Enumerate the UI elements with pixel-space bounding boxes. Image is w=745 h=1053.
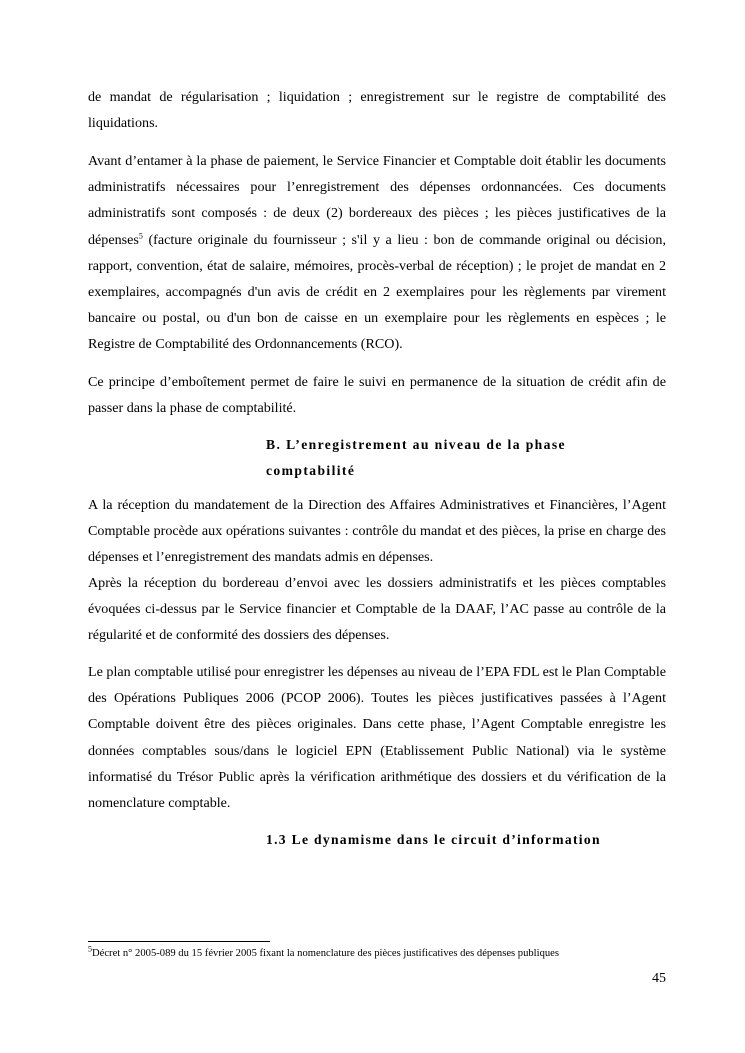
paragraph-text: (facture originale du fournisseur ; s'il y a lieu : bon de commande original ou décision, rapport, convention, état de salaire, mémoires, procès-verbal de réception) ; le projet de mandat en 2 exemplaires, accompagnés d'un avis de crédit en 2 exemplaires pour les règlements par virement bancaire ou postal, ou d'un bon de caisse en un exemplaire pour les règlements en espèces ; le Registre de Comptabilité des Ordonnancements (RCO). (88, 231, 666, 353)
paragraph-phase-paiement (88, 148, 666, 358)
paragraph-text: Avant d’entamer à la phase de paiement, le Service Financier et Comptable doit établir les documents administratifs nécessaires pour l’enregistrement des dépenses ordonnancées. Ces documents administratifs sont composés : de deux (2) bordereaux des pièces ; les pièces justificatives de la dépenses (88, 153, 666, 248)
paragraph-emboitement: Ce principe d’emboîtement permet de faire le suivi en permanence de la situation de crédit afin de passer dans la phase de comptabilité. (88, 374, 666, 417)
footnote (88, 944, 688, 961)
footnote-marker: 5 (88, 944, 92, 954)
section-heading-b: B. L’enregistrement au niveau de la phase comptabilité (266, 437, 566, 478)
paragraph-plan-comptable: Le plan comptable utilisé pour enregistrer les dépenses au niveau de l’EPA FDL est le Plan Comptable des Opérations Publiques 2006 (PCOP 2006). Toutes les pièces justificatives passées à l’Agent Comptable doivent être des pièces originales. Dans cette phase, l’Agent Comptable enregistre les données comptables sous/dans le logiciel EPN (Etablissement Public National) via le système informatisé du Trésor Public après la vérification arithmétique des dossiers et du vérification de la nomenclature comptable. (88, 664, 666, 812)
paragraph-reception-mandatement: A la réception du mandatement de la Direction des Affaires Administratives et Financières, l’Agent Comptable procède aux opérations suivantes : contrôle du mandat et des pièces, la prise en charge des dépenses et l’enregistrement des mandats admis en dépenses. (88, 497, 666, 566)
footnote-text: Décret n° 2005-089 du 15 février 2005 fixant la nomenclature des pièces justificatives des dépenses publiques (92, 948, 559, 959)
paragraph-mandat-continuation: de mandat de régularisation ; liquidation ; enregistrement sur le registre de comptabilité des liquidations. (88, 89, 666, 132)
footnote-reference[interactable]: 5 (138, 230, 143, 240)
section-heading-1-3: 1.3 Le dynamisme dans le circuit d’information (266, 832, 601, 847)
paragraph-reception-bordereau: Après la réception du bordereau d’envoi avec les dossiers administratifs et les pièces comptables évoquées ci-dessus par le Service financier et Comptable de la DAAF, l’AC passe au contrôle de la régularité et de conformité des dossiers des dépenses. (88, 575, 666, 644)
footnote-separator (88, 941, 270, 942)
page-number: 45 (652, 971, 666, 986)
